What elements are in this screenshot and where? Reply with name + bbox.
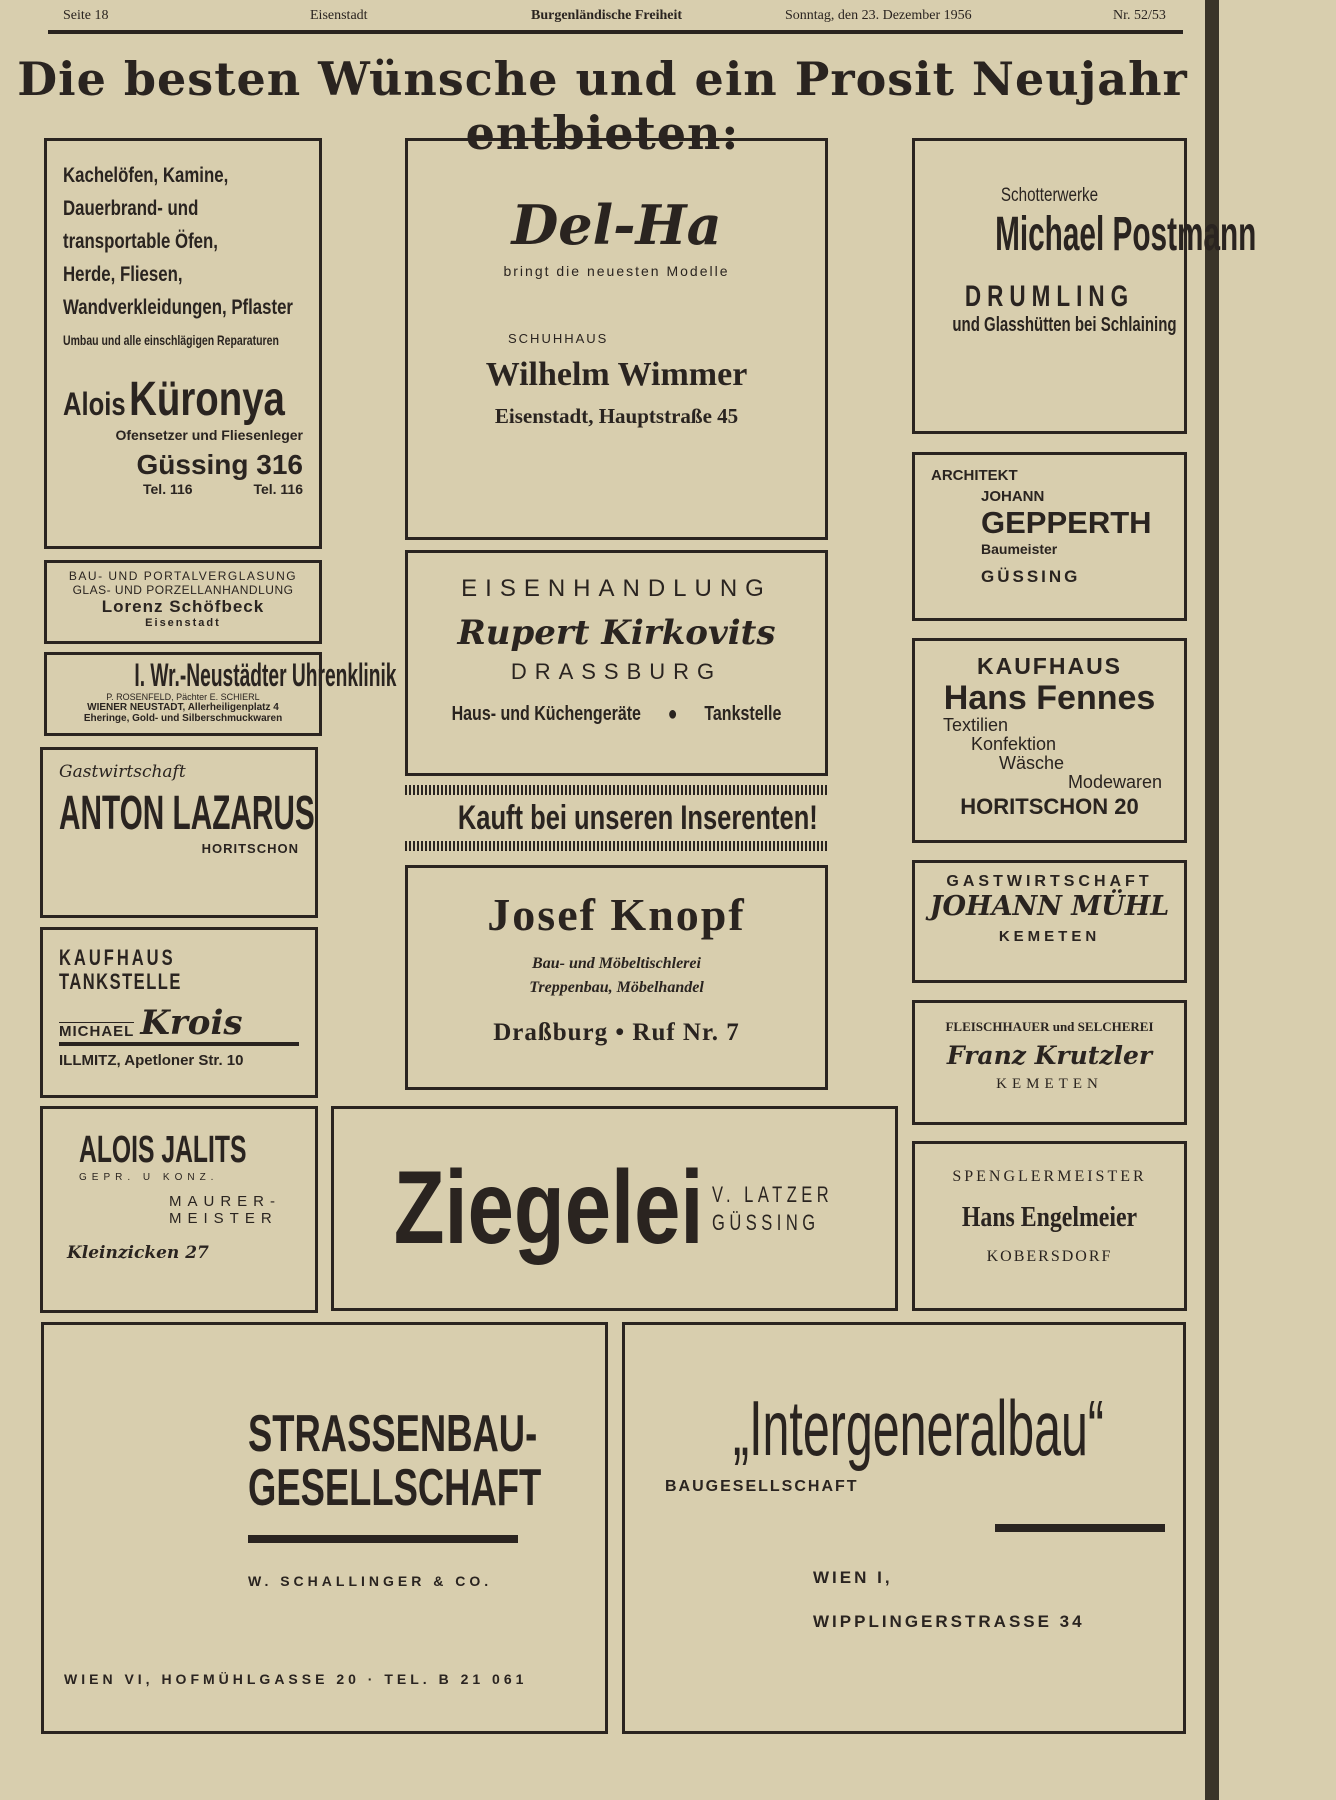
header-place: Eisenstadt xyxy=(310,8,368,23)
ad-uhrenklinik xyxy=(44,652,397,736)
ad-line: Treppenbau, Möbelhandel xyxy=(529,979,704,996)
ad-line: Kachelöfen, Kamine, xyxy=(63,164,229,187)
header-date: Sonntag, den 23. Dezember 1956 xyxy=(785,8,972,23)
divider-bar xyxy=(248,1535,518,1543)
ad-postmann xyxy=(912,138,1257,434)
ad-name: „Intergeneralbau“ xyxy=(733,1384,1104,1472)
ad-name: Franz Krutzler xyxy=(946,1041,1153,1070)
ad-line: transportable Öfen, xyxy=(63,230,218,253)
ad-line: Bau- und Möbeltischlerei xyxy=(532,955,701,972)
header-rule xyxy=(48,30,1183,34)
ad-lazarus xyxy=(40,747,318,918)
ad-strassenbau xyxy=(41,1322,608,1734)
ad-line: P. ROSENFELD, Pächter E. SCHIERL xyxy=(106,692,260,702)
ad-line: TANKSTELLE xyxy=(59,969,182,994)
ad-town: KEMETEN xyxy=(998,928,1101,945)
ad-line: Haus- und Küchengeräte xyxy=(451,703,641,725)
ad-name: Josef Knopf xyxy=(487,889,746,940)
ad-town: KOBERSDORF xyxy=(986,1248,1113,1265)
banner xyxy=(405,785,828,857)
ad-name: Michael Postmann xyxy=(995,208,1257,261)
ad-town: Eisenstadt xyxy=(145,617,221,629)
newspaper-name: Burgenländische Freiheit xyxy=(531,8,683,23)
divider-bar xyxy=(995,1524,1165,1532)
ad-engelmeier xyxy=(912,1141,1187,1311)
ad-town: HORITSCHON xyxy=(201,841,299,856)
ad-first-name: Alois xyxy=(63,386,126,422)
ad-line: GEPR. U KONZ. xyxy=(79,1172,219,1183)
ad-kind: Gastwirtschaft xyxy=(59,762,186,782)
ad-line: MEISTER xyxy=(169,1210,278,1227)
ad-line: Dauerbrand- und xyxy=(63,197,199,220)
ad-name: Hans Engelmeier xyxy=(961,1202,1138,1233)
ad-line: und Glasshütten bei Schlaining xyxy=(952,314,1177,336)
ad-name: Küronya xyxy=(129,373,285,426)
ad-tel: Tel. 116 xyxy=(253,481,303,497)
ad-role: Baumeister xyxy=(981,541,1058,557)
ad-item: Modewaren xyxy=(1067,772,1162,792)
ad-line: GLAS- UND PORZELLANHANDLUNG xyxy=(72,583,294,597)
page-number: Seite 18 xyxy=(63,8,109,23)
ad-line: V. LATZER xyxy=(712,1181,834,1207)
issue-number: Nr. 52/53 xyxy=(1113,8,1166,23)
ad-town: KEMETEN xyxy=(996,1076,1103,1092)
ad-kind: SCHUHHAUS xyxy=(508,331,609,346)
ad-address: WIEN VI, HOFMÜHLGASSE 20 · TEL. B 21 061 xyxy=(64,1671,528,1687)
ad-knopf xyxy=(405,865,828,1090)
ad-krutzler xyxy=(912,1000,1187,1125)
bullet-icon: ● xyxy=(667,703,678,725)
ad-line: KAUFHAUS xyxy=(59,945,176,970)
ad-name: I. Wr.-Neustädter Uhrenklinik xyxy=(134,657,397,693)
ad-ziegelei xyxy=(331,1106,898,1311)
ad-line: Umbau und alle einschlägigen Reparaturen xyxy=(63,332,279,348)
ad-tagline: bringt die neuesten Modelle xyxy=(503,263,730,279)
ad-town: GÜSSING xyxy=(981,567,1081,586)
banner-text: Kauft bei unseren Inserenten! xyxy=(457,799,818,837)
ad-line: Wandverkleidungen, Pflaster xyxy=(63,296,293,319)
ad-name: Krois xyxy=(140,1003,243,1043)
ad-first-name: MICHAEL xyxy=(59,1023,135,1040)
ad-krois xyxy=(40,927,318,1098)
ad-line: Herde, Fliesen, xyxy=(63,263,183,286)
ad-address: ILLMITZ, Apetloner Str. 10 xyxy=(59,1052,244,1069)
ad-kind: EISENHANDLUNG xyxy=(461,575,772,602)
ad-delha xyxy=(405,138,828,540)
ad-name: ALOIS JALITS xyxy=(79,1129,247,1171)
ad-schoefbeck xyxy=(44,560,322,644)
ad-line: Draßburg • Ruf Nr. 7 xyxy=(493,1019,740,1046)
ad-address: Kleinzicken 27 xyxy=(67,1243,209,1263)
ad-name: GEPPERTH xyxy=(981,505,1152,540)
ad-kind: KAUFHAUS xyxy=(976,653,1123,679)
ad-name: Hans Fennes xyxy=(943,679,1156,717)
ad-line: Tankstelle xyxy=(704,703,782,725)
ad-town: GÜSSING xyxy=(712,1209,820,1235)
ad-kuronya xyxy=(44,138,322,549)
ad-address: WIPPLINGERSTRASSE 34 xyxy=(813,1612,1085,1631)
ad-fennes xyxy=(912,638,1187,843)
ad-name: Rupert Kirkovits xyxy=(457,613,776,653)
page-edge xyxy=(1205,0,1219,1800)
ad-town: DRUMLING xyxy=(964,280,1135,313)
ad-name: Ziegelei xyxy=(393,1150,704,1266)
ad-muehl xyxy=(912,860,1187,983)
ad-town: Güssing 316 xyxy=(136,449,303,480)
ad-line: WIENER NEUSTADT, Allerheiligenplatz 4 xyxy=(87,702,279,713)
ad-name: GESELLSCHAFT xyxy=(248,1459,542,1517)
ad-address: HORITSCHON 20 xyxy=(960,794,1139,819)
ad-address: WIEN I, xyxy=(813,1568,893,1587)
ad-logo: Del-Ha xyxy=(511,193,722,257)
page-title: Die besten Wünsche und ein Prosit Neujahr entbieten: xyxy=(17,52,1188,160)
ad-town: DRASSBURG xyxy=(510,659,723,684)
ad-kind: BAUGESELLSCHAFT xyxy=(665,1478,859,1495)
ad-line: MAURER- xyxy=(169,1193,281,1210)
ad-tel: Tel. 116 xyxy=(143,481,193,497)
ad-item: Konfektion xyxy=(971,734,1057,754)
ad-trade: Ofensetzer und Fliesenleger xyxy=(115,427,303,443)
ad-owner: W. SCHALLINGER & CO. xyxy=(248,1573,493,1589)
ad-line: Eheringe, Gold- und Silberschmuckwaren xyxy=(83,713,283,724)
ad-gepperth xyxy=(912,452,1187,621)
ad-first-name: JOHANN xyxy=(981,488,1045,505)
hatch-divider xyxy=(405,785,828,795)
ad-kind: GASTWIRTSCHAFT xyxy=(946,873,1153,890)
ad-name: ANTON LAZARUS xyxy=(59,787,315,840)
ad-kind: FLEISCHHAUER und SELCHEREI xyxy=(945,1019,1154,1034)
ad-address: Eisenstadt, Hauptstraße 45 xyxy=(494,404,739,428)
ad-kirkovits xyxy=(405,550,828,776)
ad-name: JOHANN MÜHL xyxy=(929,891,1170,922)
ad-jalits xyxy=(40,1106,318,1313)
ad-name: Wilhelm Wimmer xyxy=(485,356,748,393)
ad-kind: ARCHITEKT xyxy=(931,467,1018,484)
ad-name: STRASSENBAU- xyxy=(248,1405,538,1463)
hatch-divider xyxy=(405,841,828,851)
ad-name: Lorenz Schöfbeck xyxy=(101,597,265,616)
ad-intergeneralbau xyxy=(622,1322,1186,1734)
ad-kind: Schotterwerke xyxy=(1000,185,1099,206)
ad-kind: SPENGLERMEISTER xyxy=(952,1168,1147,1185)
ad-item: Wäsche xyxy=(999,753,1065,773)
ad-line: BAU- UND PORTALVERGLASUNG xyxy=(68,569,298,583)
ad-item: Textilien xyxy=(943,715,1009,735)
